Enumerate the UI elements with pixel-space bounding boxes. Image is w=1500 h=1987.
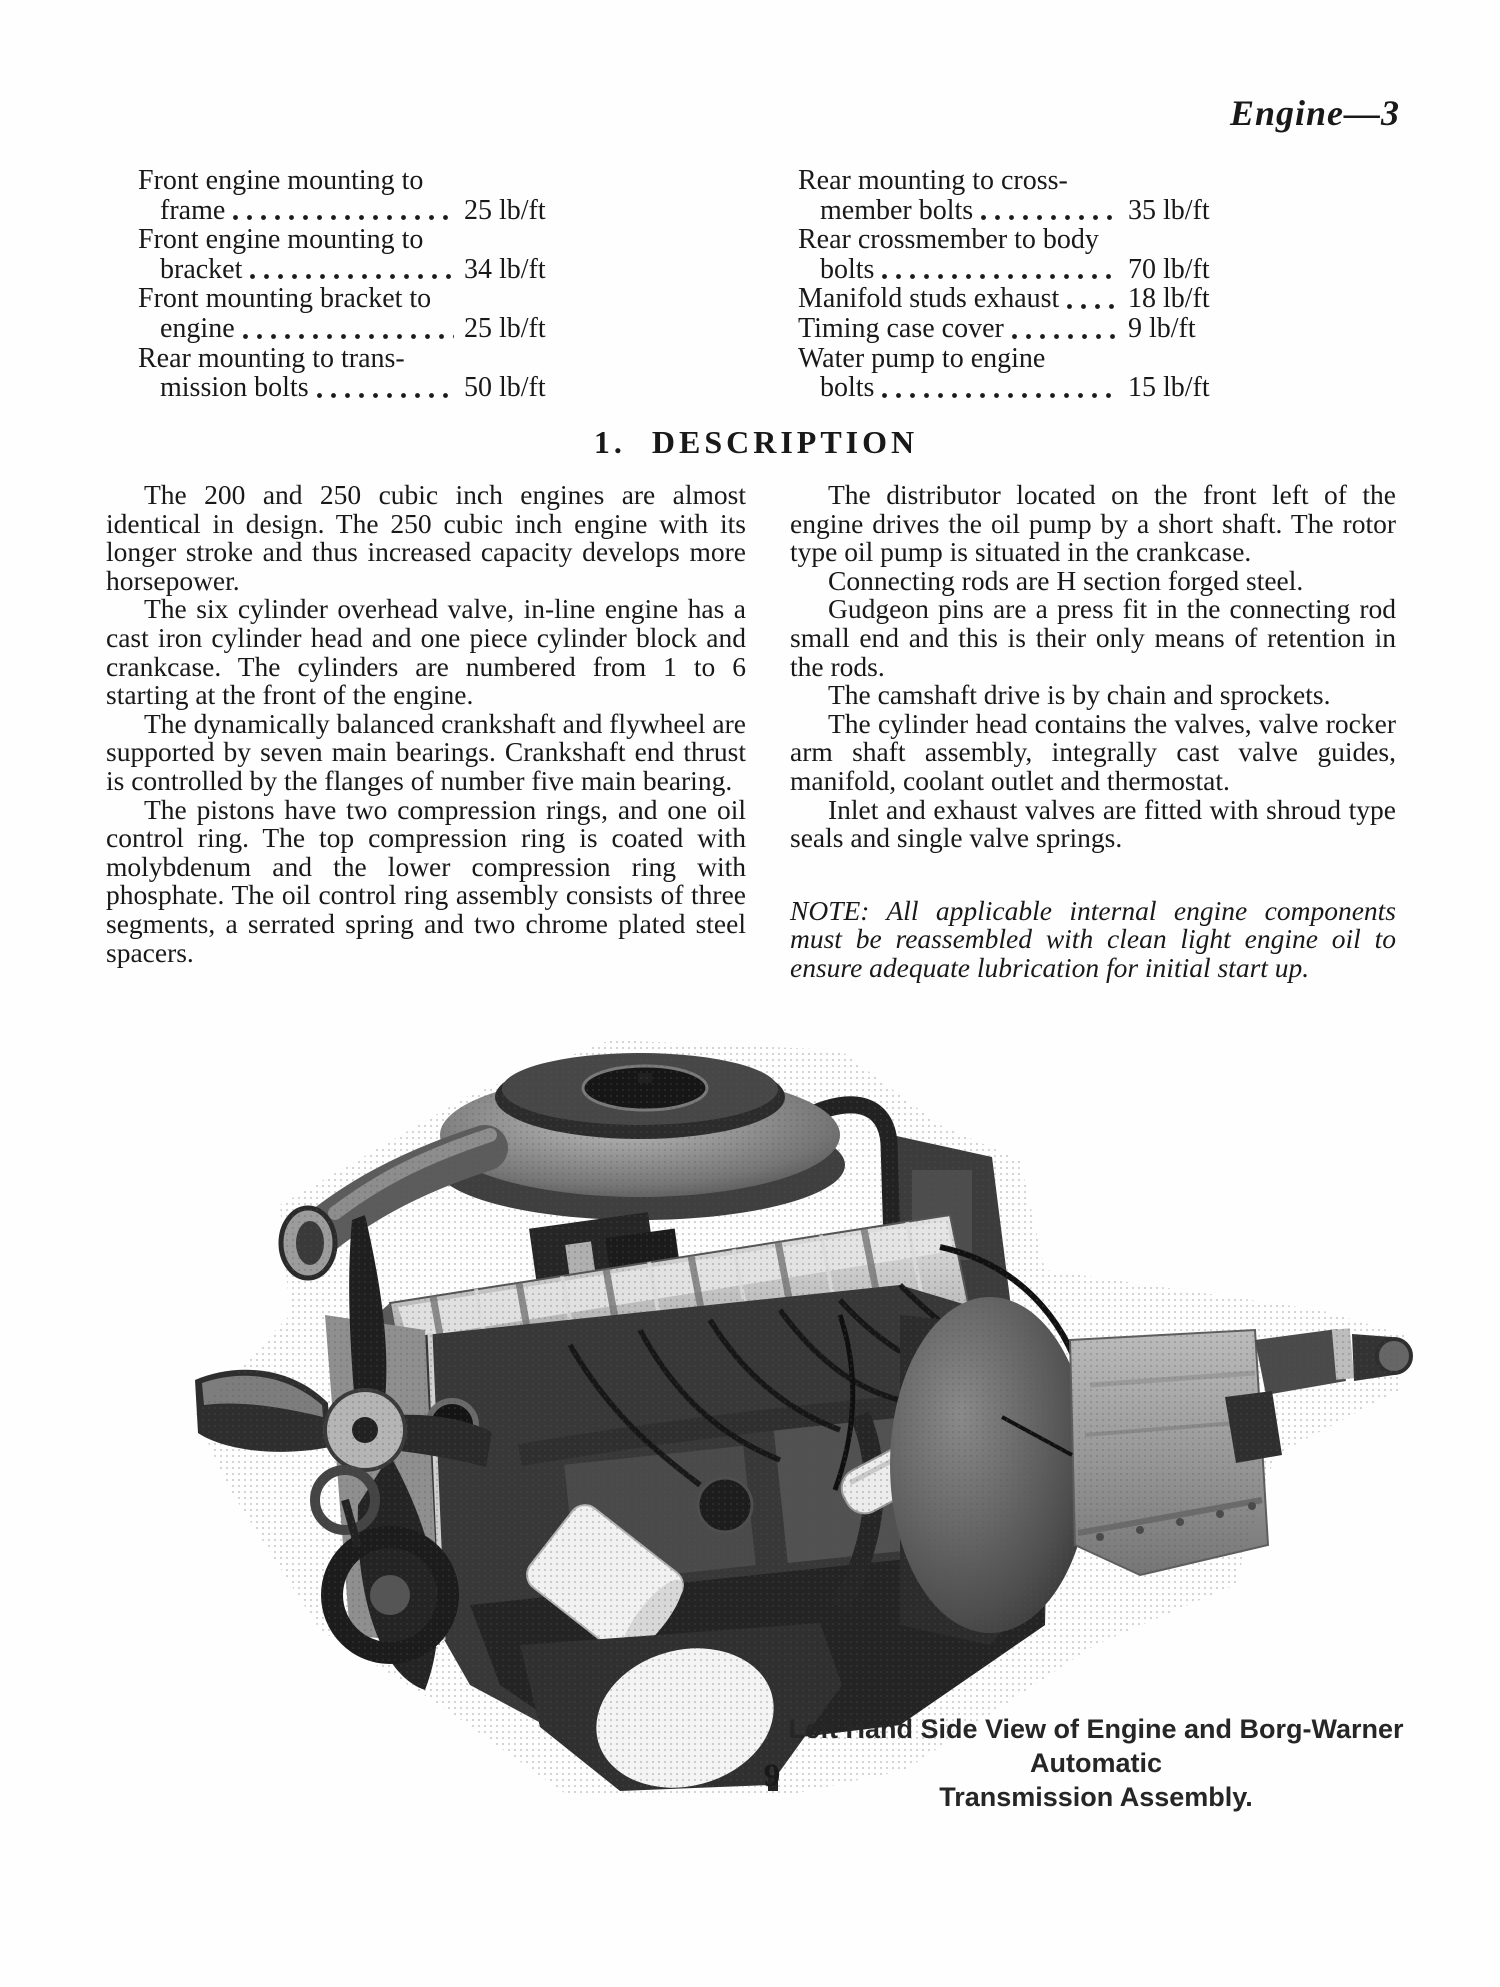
figure-caption <box>788 1712 1404 1814</box>
dot-leader <box>317 393 454 398</box>
dot-leader <box>1067 304 1118 309</box>
dot-leader <box>882 274 1118 279</box>
body-paragraph: The distributor located on the front left of the engine drives the oil pump by a short shaft. The rotor type oil pump is situated in the crankcase. <box>790 479 1396 568</box>
torque-value: 50 lb/ft <box>464 372 546 404</box>
torque-label: Manifold studs exhaust <box>798 283 1060 315</box>
torque-label: bolts <box>820 372 875 404</box>
halftone-texture <box>180 1025 1410 1795</box>
text-column-right <box>790 481 1396 983</box>
torque-value: 18 lb/ft <box>1128 283 1210 315</box>
torque-label: member bolts <box>820 194 974 226</box>
dot-leader <box>243 334 454 339</box>
body-paragraph: The dynamically balanced crankshaft and flywheel are supported by seven main bearings. Crankshaft end thrust is controlled by the flanges of number five main bearing. <box>106 707 746 796</box>
torque-item <box>798 166 1210 225</box>
torque-item <box>798 314 1210 344</box>
torque-item <box>798 284 1210 314</box>
torque-label: mission bolts <box>160 372 309 404</box>
body-paragraph: Gudgeon pins are a press fit in the connecting rod small end and this is their only means of retention in the rods. <box>790 593 1396 682</box>
body-paragraph: The 200 and 250 cubic inch engines are almost identical in design. The 250 cubic inch engine with its longer stroke and thus increased capacity develops more horsepower. <box>106 479 746 596</box>
torque-item <box>798 225 1210 284</box>
torque-row <box>798 284 1210 314</box>
torque-value: 35 lb/ft <box>1128 194 1210 226</box>
torque-label-line1: Rear mounting to cross- <box>798 165 1068 196</box>
torque-row <box>138 196 546 226</box>
text-column-left <box>106 481 746 967</box>
torque-row <box>798 314 1210 344</box>
note-paragraph: NOTE: All applicable internal engine components must be reassembled with clean light engine oil to ensure adequate lubrication for initial start up. <box>790 894 1396 983</box>
dot-leader <box>233 215 454 220</box>
engine-photo <box>140 985 1420 1795</box>
torque-item <box>138 225 546 284</box>
torque-row <box>798 255 1210 285</box>
torque-label-line1: Front engine mounting to <box>138 165 424 196</box>
page-number: 9 <box>763 1758 781 1794</box>
torque-list-right <box>798 166 1210 403</box>
dot-leader <box>882 393 1118 398</box>
body-paragraph: The six cylinder overhead valve, in-line engine has a cast iron cylinder head and one piece cylinder block and crankcase. The cylinders are numbered from 1 to 6 starting at the front of the engine. <box>106 593 746 711</box>
dot-leader <box>250 274 454 279</box>
torque-item <box>798 344 1210 403</box>
torque-value: 25 lb/ft <box>464 194 546 226</box>
torque-item <box>138 166 546 225</box>
torque-label: bolts <box>820 253 875 285</box>
torque-value: 9 lb/ft <box>1128 312 1196 344</box>
figure-caption-line1: Left Hand Side View of Engine and Borg-Warner Automatic <box>788 1714 1404 1778</box>
torque-row <box>138 255 546 285</box>
torque-label-line1: Rear crossmember to body <box>798 224 1099 256</box>
running-head: Engine—3 <box>1229 93 1400 133</box>
torque-label-line1: Front mounting bracket to <box>138 283 432 315</box>
torque-value: 34 lb/ft <box>464 253 546 285</box>
torque-list-left <box>138 166 546 403</box>
torque-row <box>798 373 1210 403</box>
torque-row <box>798 196 1210 226</box>
torque-row <box>138 314 546 344</box>
torque-item <box>138 344 546 403</box>
dot-leader <box>1012 334 1118 339</box>
torque-label: bracket <box>160 253 243 285</box>
figure-caption-line2: Transmission Assembly. <box>939 1782 1253 1812</box>
torque-label: engine <box>160 312 235 344</box>
body-paragraph: The cylinder head contains the valves, valve rocker arm shaft assembly, integrally cast valve guides, manifold, coolant outlet and thermostat. <box>790 707 1396 796</box>
body-paragraph: The pistons have two compression rings, and one oil control ring. The top compression ring is coated with molybdenum and the lower compression ring with phosphate. The oil control ring assembly consists of three segments, a serrated spring and two chrome plated steel spacers. <box>106 793 746 968</box>
torque-label: Timing case cover <box>798 312 1004 344</box>
body-paragraph: The camshaft drive is by chain and sprockets. <box>828 679 1331 711</box>
torque-label-line1: Water pump to engine <box>798 342 1046 374</box>
dot-leader <box>981 215 1118 220</box>
body-paragraph: Connecting rods are H section forged steel. <box>828 564 1304 596</box>
torque-label-line1: Front engine mounting to <box>138 224 424 256</box>
engine-photo-svg <box>140 985 1420 1795</box>
torque-label-line1: Rear mounting to trans- <box>138 342 405 374</box>
torque-value: 70 lb/ft <box>1128 253 1210 285</box>
text-column-right-paragraphs <box>790 481 1396 853</box>
torque-row <box>138 373 546 403</box>
torque-item <box>138 284 546 343</box>
torque-label: frame <box>160 194 226 226</box>
section-heading: 1. DESCRIPTION <box>593 424 919 460</box>
body-paragraph: Inlet and exhaust valves are fitted with shroud type seals and single valve springs. <box>790 793 1396 854</box>
torque-value: 15 lb/ft <box>1128 372 1210 404</box>
torque-value: 25 lb/ft <box>464 312 546 344</box>
